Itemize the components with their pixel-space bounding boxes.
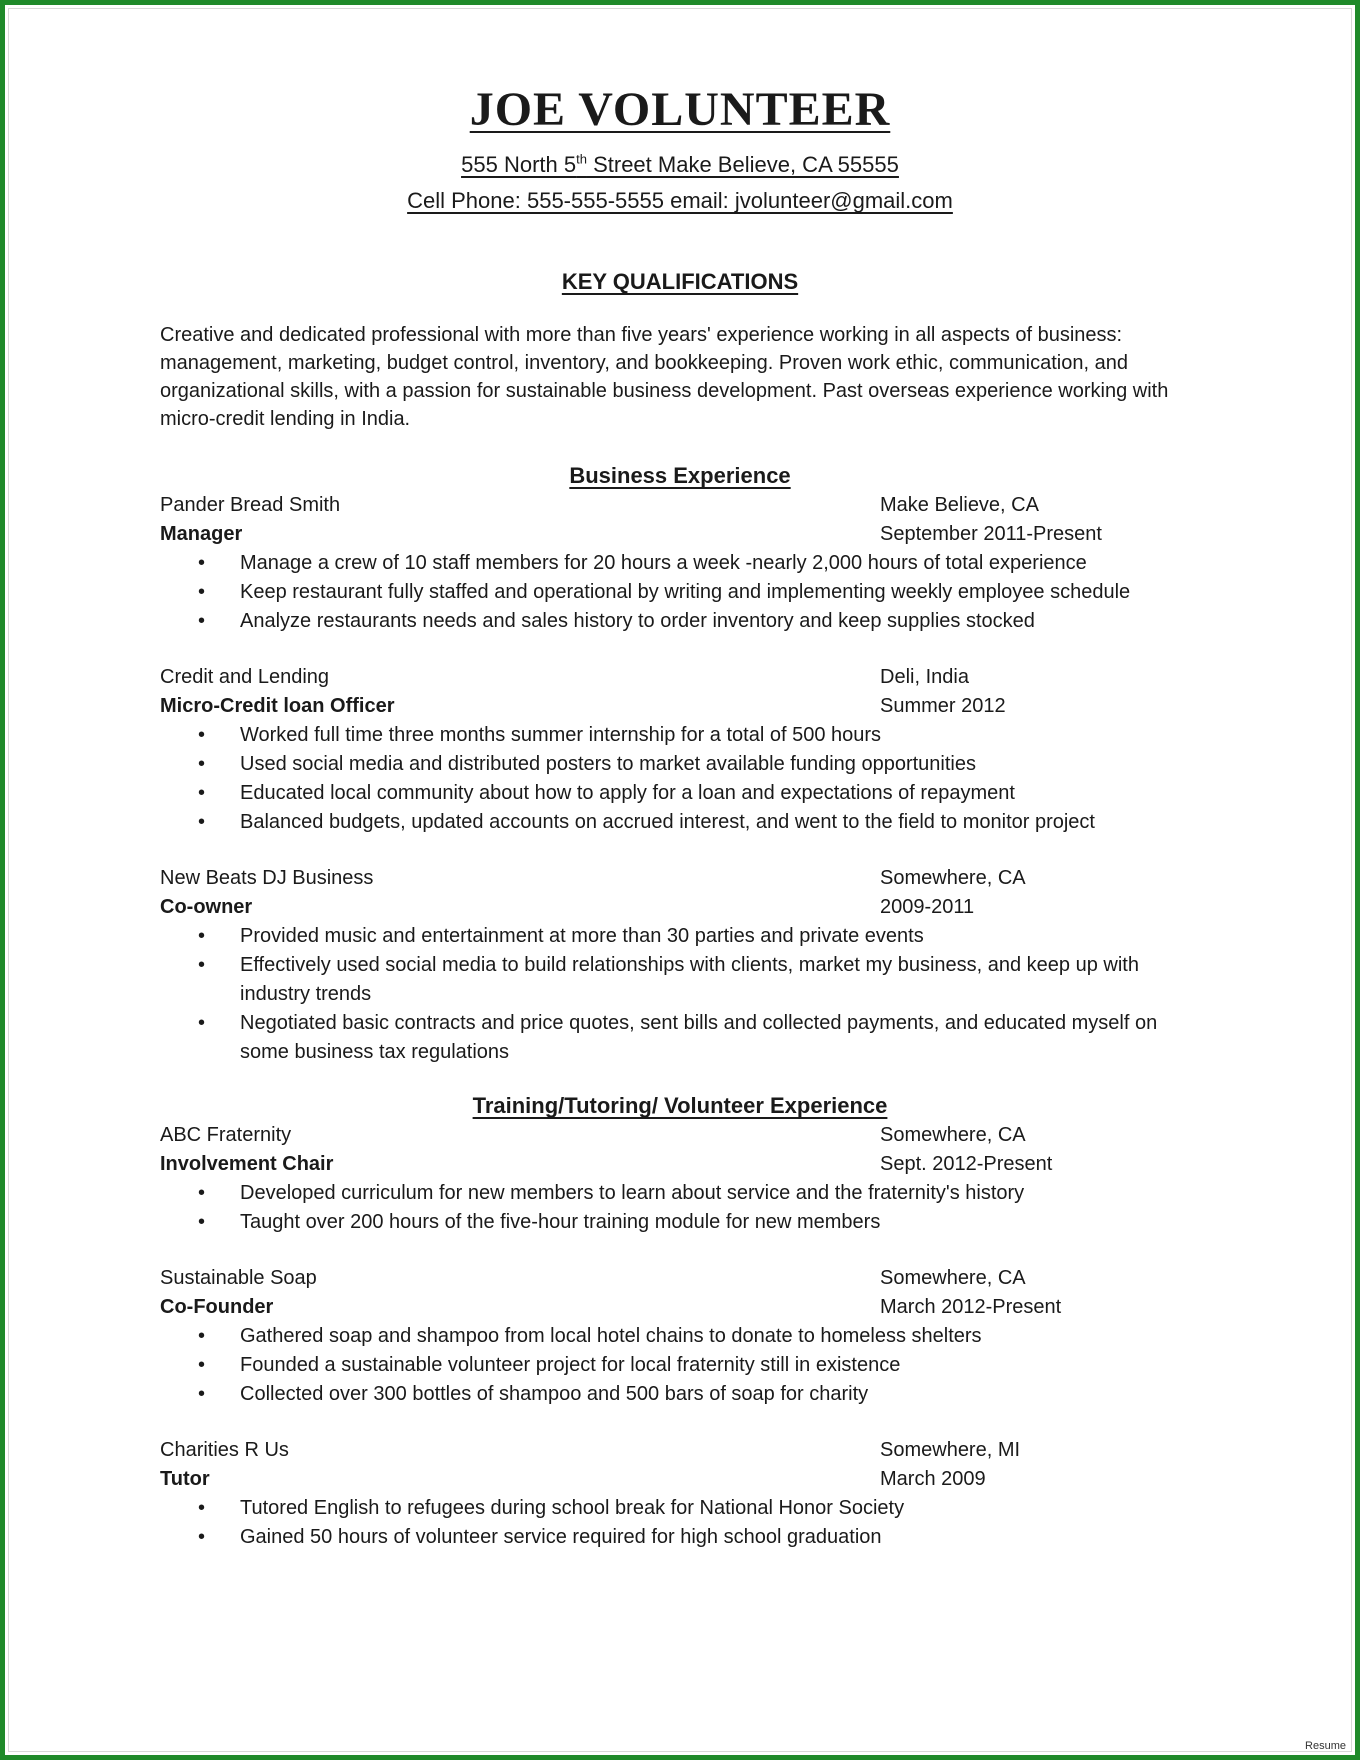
job-org-row [160, 1436, 1200, 1465]
job-org-row [160, 663, 1200, 692]
job-dates: March 2009 [880, 1468, 986, 1491]
job-role: Manager [160, 523, 243, 546]
job-location: Make Believe, CA [880, 494, 1039, 517]
job-location: Somewhere, CA [880, 1267, 1026, 1290]
job-role: Co-Founder [160, 1296, 274, 1319]
job-role-row [160, 692, 1200, 721]
job-spacer [160, 1237, 1200, 1264]
job-role-row [160, 1150, 1200, 1179]
job-role: Co-owner [160, 896, 253, 919]
job-bullet: • Keep restaurant fully staffed and operational by writing and implementing weekly employee schedule [160, 578, 1200, 607]
resume-document [160, 78, 1200, 1552]
job-dates: Sept. 2012-Present [880, 1153, 1053, 1176]
job-dates: 2009-2011 [880, 896, 975, 919]
job-organization: New Beats DJ Business [160, 867, 374, 890]
job-bullet-list [160, 549, 1200, 636]
job-bullet: • Developed curriculum for new members to learn about service and the fraternity's history [160, 1179, 1200, 1208]
job-bullet: • Provided music and entertainment at more than 30 parties and private events [160, 922, 1200, 951]
job-entry [160, 1436, 1200, 1552]
job-bullet: • Analyze restaurants needs and sales history to order inventory and keep supplies stocked [160, 607, 1200, 636]
job-role-row [160, 1465, 1200, 1494]
address-line: 555 North 5th Street Make Believe, CA 55555 [461, 152, 899, 178]
job-bullet-list [160, 1494, 1200, 1552]
job-spacer [160, 837, 1200, 864]
job-entry [160, 1264, 1200, 1409]
volunteer-experience-list [160, 1121, 1200, 1552]
job-dates: March 2012-Present [880, 1296, 1062, 1319]
job-organization: Charities R Us [160, 1439, 289, 1462]
job-location: Somewhere, CA [880, 1124, 1026, 1147]
business-experience-title: Business Experience [569, 463, 791, 489]
job-bullet: • Taught over 200 hours of the five-hour training module for new members [160, 1208, 1200, 1237]
job-bullet-list [160, 922, 1200, 1067]
job-location: Somewhere, MI [880, 1439, 1021, 1462]
job-entry [160, 864, 1200, 1067]
job-dates: Summer 2012 [880, 695, 1006, 718]
job-org-row [160, 1264, 1200, 1293]
job-bullet: • Negotiated basic contracts and price quotes, sent bills and collected payments, and educated myself on some business tax regulations [160, 1009, 1200, 1067]
job-spacer [160, 1409, 1200, 1436]
job-bullet-list [160, 1322, 1200, 1409]
job-bullet: • Manage a crew of 10 staff members for 20 hours a week -nearly 2,000 hours of total experience [160, 549, 1200, 578]
job-role: Involvement Chair [160, 1153, 334, 1176]
job-bullet: • Founded a sustainable volunteer project for local fraternity still in existence [160, 1351, 1200, 1380]
contact-line: Cell Phone: 555-555-5555 email: jvolunteer@gmail.com [407, 188, 953, 214]
job-role: Micro-Credit loan Officer [160, 695, 395, 718]
job-bullet: • Balanced budgets, updated accounts on accrued interest, and went to the field to monitor project [160, 808, 1200, 837]
job-organization: Pander Bread Smith [160, 494, 341, 517]
job-organization: Credit and Lending [160, 666, 330, 689]
job-bullet: • Collected over 300 bottles of shampoo and 500 bars of soap for charity [160, 1380, 1200, 1409]
job-organization: Sustainable Soap [160, 1267, 317, 1290]
job-location: Deli, India [880, 666, 969, 689]
job-bullet: • Gained 50 hours of volunteer service required for high school graduation [160, 1523, 1200, 1552]
job-location: Somewhere, CA [880, 867, 1026, 890]
job-role: Tutor [160, 1468, 210, 1491]
job-bullet: • Worked full time three months summer internship for a total of 500 hours [160, 721, 1200, 750]
job-dates: September 2011-Present [880, 523, 1102, 546]
job-entry [160, 1121, 1200, 1237]
resume-name: JOE VOLUNTEER [469, 83, 891, 136]
qualifications-summary: Creative and dedicated professional with more than five years' experience working in all aspects of business: management, marketing, budget control, inventory, and bookkeeping. Proven work ethic, communication, and organizational skills, with a passion for sustainable business development. Past overseas experience working with micro-credit lending in India. [160, 324, 1169, 431]
job-org-row [160, 1121, 1200, 1150]
job-bullet: • Educated local community about how to apply for a loan and expectations of repayment [160, 779, 1200, 808]
job-bullet: • Used social media and distributed posters to market available funding opportunities [160, 750, 1200, 779]
job-bullet: • Gathered soap and shampoo from local hotel chains to donate to homeless shelters [160, 1322, 1200, 1351]
job-role-row [160, 520, 1200, 549]
job-role-row [160, 893, 1200, 922]
job-bullet-list [160, 721, 1200, 837]
qualifications-title: KEY QUALIFICATIONS [561, 269, 799, 295]
job-org-row [160, 491, 1200, 520]
job-organization: ABC Fraternity [160, 1124, 292, 1147]
footer-tag: Resume [1305, 1740, 1346, 1752]
job-bullet: • Tutored English to refugees during school break for National Honor Society [160, 1494, 1200, 1523]
job-org-row [160, 864, 1200, 893]
job-entry [160, 663, 1200, 837]
job-spacer [160, 636, 1200, 663]
volunteer-experience-title: Training/Tutoring/ Volunteer Experience [472, 1093, 888, 1119]
job-bullet-list [160, 1179, 1200, 1237]
job-entry [160, 491, 1200, 636]
job-role-row [160, 1293, 1200, 1322]
business-experience-list [160, 491, 1200, 1067]
job-bullet: • Effectively used social media to build relationships with clients, market my business, and keep up with industry trends [160, 951, 1200, 1009]
